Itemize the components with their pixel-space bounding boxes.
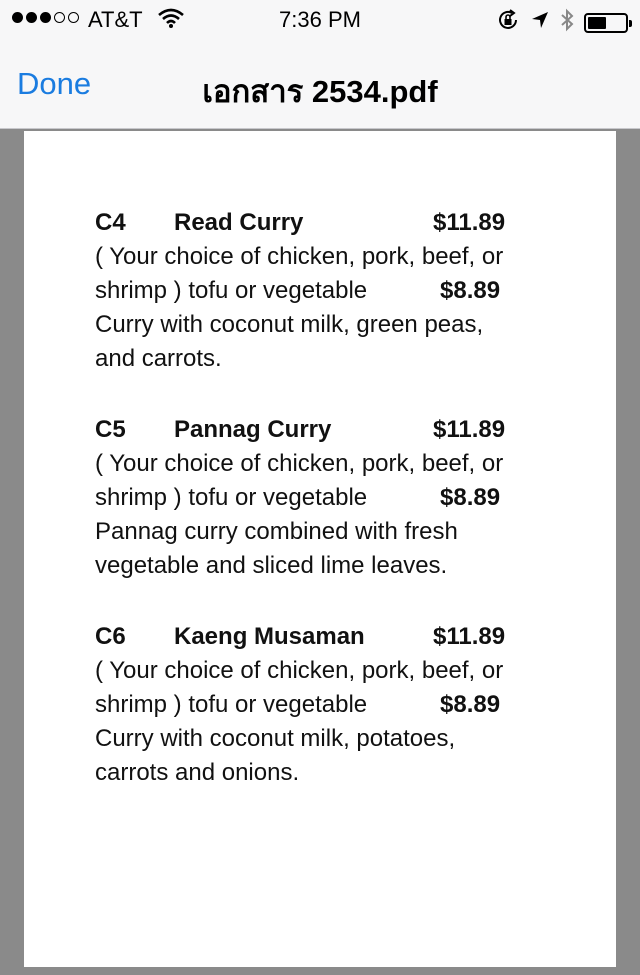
item-price-veg: $8.89 <box>440 277 501 304</box>
item-code: C6 <box>95 623 126 650</box>
item-name: Read Curry <box>174 209 304 236</box>
item-price-veg: $8.89 <box>440 484 501 511</box>
rotation-lock-icon <box>496 8 520 38</box>
item-description: vegetable and sliced lime leaves. <box>95 552 448 579</box>
pdf-page[interactable] <box>24 131 616 967</box>
item-choice-line: ( Your choice of chicken, pork, beef, or <box>95 243 504 270</box>
top-bar <box>0 0 640 129</box>
item-price: $11.89 <box>433 209 506 236</box>
item-price-veg: $8.89 <box>440 691 501 718</box>
item-choice-line: shrimp ) tofu or vegetable <box>95 484 368 511</box>
item-choice-line: ( Your choice of chicken, pork, beef, or <box>95 450 504 477</box>
done-button[interactable]: Done <box>17 66 92 101</box>
navigation-bar <box>0 56 640 116</box>
menu-item <box>95 206 565 376</box>
item-description: carrots and onions. <box>95 759 300 786</box>
item-name: Pannag Curry <box>174 416 332 443</box>
menu-item <box>95 413 565 583</box>
item-choice-line: shrimp ) tofu or vegetable <box>95 277 368 304</box>
item-code: C5 <box>95 416 126 443</box>
item-price: $11.89 <box>433 416 506 443</box>
item-name: Kaeng Musaman <box>174 623 365 650</box>
item-choice-line: shrimp ) tofu or vegetable <box>95 691 368 718</box>
carrier-label: AT&T <box>88 7 143 32</box>
item-description: and carrots. <box>95 345 222 372</box>
bluetooth-icon <box>560 8 574 38</box>
item-choice-line: ( Your choice of chicken, pork, beef, or <box>95 657 504 684</box>
battery-icon <box>584 13 628 33</box>
item-description: Curry with coconut milk, potatoes, <box>95 725 456 752</box>
menu-item <box>95 620 565 790</box>
item-description: Curry with coconut milk, green peas, <box>95 311 484 338</box>
location-arrow-icon <box>530 10 550 36</box>
item-code: C4 <box>95 209 126 236</box>
item-price: $11.89 <box>433 623 506 650</box>
document-title: เอกสาร 2534.pdf <box>202 74 438 109</box>
clock: 7:36 PM <box>279 7 361 32</box>
item-description: Pannag curry combined with fresh <box>95 518 458 545</box>
status-bar <box>0 0 640 40</box>
